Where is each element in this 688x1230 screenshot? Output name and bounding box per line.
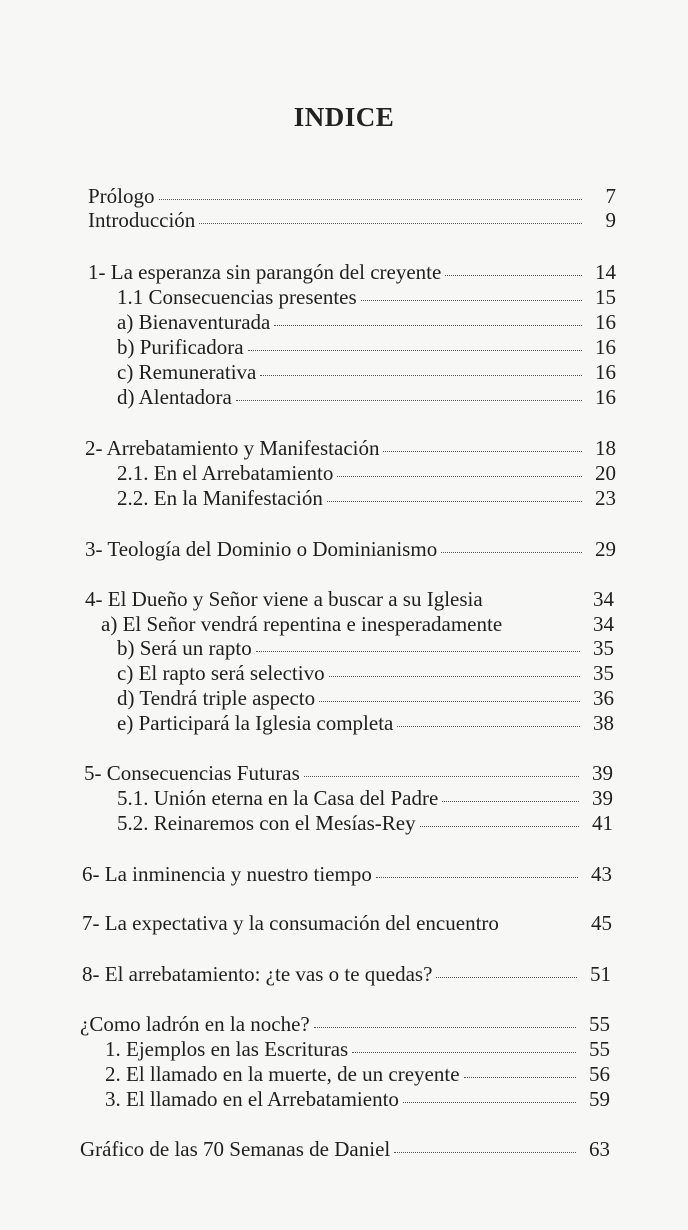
- toc-entry-label: 5.1. Unión eterna en la Casa del Padre: [117, 786, 439, 810]
- toc-entry: [85, 436, 616, 460]
- toc-entry-page-number: 63: [589, 1137, 610, 1161]
- toc-entry-label: b) Será un rapto: [117, 636, 252, 660]
- dot-leader: [376, 877, 578, 878]
- toc-entry-page-number: 45: [591, 911, 612, 935]
- toc-entry: [85, 587, 614, 611]
- toc-entry: [117, 310, 616, 334]
- toc-entry-label: d) Alentadora: [117, 385, 232, 409]
- toc-entry-page-number: 39: [592, 761, 613, 785]
- toc-entry-page-number: 38: [593, 711, 614, 735]
- toc-entry: [105, 1087, 610, 1111]
- toc-entry: [117, 786, 613, 810]
- toc-entry-page-number: 35: [593, 661, 614, 685]
- toc-entry-page-number: 14: [595, 260, 616, 284]
- toc-entry: [105, 1037, 610, 1061]
- toc-entry-label: 3. El llamado en el Arrebatamiento: [105, 1087, 399, 1111]
- toc-entry: [117, 360, 616, 384]
- dot-leader: [236, 400, 582, 401]
- toc-entry-page-number: 41: [592, 811, 613, 835]
- toc-entry-label: b) Purificadora: [117, 335, 244, 359]
- dot-leader: [442, 801, 579, 802]
- toc-entry-page-number: 55: [589, 1012, 610, 1036]
- dot-leader: [159, 199, 582, 200]
- toc-entry-label: ¿Como ladrón en la noche?: [80, 1012, 310, 1036]
- dot-leader: [256, 651, 580, 652]
- toc-entry: [82, 862, 612, 886]
- toc-entry-label: a) Bienaventurada: [117, 310, 271, 334]
- dot-leader: [199, 223, 582, 224]
- dot-leader: [352, 1052, 576, 1053]
- dot-leader: [304, 776, 579, 777]
- toc-entry-page-number: 56: [589, 1062, 610, 1086]
- toc-entry-label: 3- Teología del Dominio o Dominianismo: [85, 537, 438, 561]
- dot-leader: [274, 325, 582, 326]
- toc-entry-label: 2. El llamado en la muerte, de un creyente: [105, 1062, 460, 1086]
- toc-entry-page-number: 16: [595, 385, 616, 409]
- toc-entry-page-number: 16: [595, 310, 616, 334]
- toc-entry: [117, 711, 614, 735]
- dot-leader: [361, 300, 582, 301]
- toc-entry: [101, 612, 614, 636]
- toc-entry-label: 1.1 Consecuencias presentes: [117, 285, 357, 309]
- toc-entry: [117, 285, 616, 309]
- toc-entry-label: d) Tendrá triple aspecto: [117, 686, 316, 710]
- toc-entry-label: Introducción: [88, 208, 196, 232]
- toc-entry-label: c) Remunerativa: [117, 360, 257, 384]
- dot-leader: [337, 476, 582, 477]
- toc-entry-label: 6- La inminencia y nuestro tiempo: [82, 862, 372, 886]
- toc-entry-page-number: 16: [595, 335, 616, 359]
- dot-leader: [420, 826, 579, 827]
- toc-entry-label: Gráfico de las 70 Semanas de Daniel: [80, 1137, 391, 1161]
- toc-entry-page-number: 20: [595, 461, 616, 485]
- dot-leader: [397, 726, 580, 727]
- toc-entry: [80, 1012, 610, 1036]
- dot-leader: [383, 451, 582, 452]
- toc-entry-label: 2- Arrebatamiento y Manifestación: [85, 436, 380, 460]
- toc-entry: [88, 208, 616, 232]
- toc-entry-page-number: 34: [593, 612, 614, 636]
- toc-entry: [80, 1137, 610, 1161]
- toc-entry: [117, 636, 614, 660]
- dot-leader: [464, 1077, 576, 1078]
- toc-entry-label: 8- El arrebatamiento: ¿te vas o te quedas?: [82, 962, 433, 986]
- toc-entry-label: c) El rapto será selectivo: [117, 661, 325, 685]
- toc-entry-label: a) El Señor vendrá repentina e inesperadamente: [101, 612, 503, 636]
- toc-entry: [88, 260, 616, 284]
- dot-leader: [248, 350, 582, 351]
- toc-entry-page-number: 35: [593, 636, 614, 660]
- toc-entry-page-number: 23: [595, 486, 616, 510]
- toc-entry-page-number: 36: [593, 686, 614, 710]
- toc-entry: [85, 537, 616, 561]
- toc-entry-label: 5.2. Reinaremos con el Mesías-Rey: [117, 811, 416, 835]
- toc-entry-label: 7- La expectativa y la consumación del encuentro: [82, 911, 499, 935]
- toc-entry-page-number: 34: [593, 587, 614, 611]
- toc-entry-page-number: 16: [595, 360, 616, 384]
- dot-leader: [445, 275, 582, 276]
- toc-entry: [105, 1062, 610, 1086]
- dot-leader: [394, 1152, 576, 1153]
- toc-entry: [117, 385, 616, 409]
- toc-entry: [117, 686, 614, 710]
- toc-entry-label: Prólogo: [88, 184, 155, 208]
- page-title: INDICE: [293, 102, 395, 132]
- toc-entry: [82, 911, 612, 935]
- toc-entry-page-number: 59: [589, 1087, 610, 1111]
- toc-entry-page-number: 9: [605, 208, 616, 232]
- toc-entry-label: 1. Ejemplos en las Escrituras: [105, 1037, 349, 1061]
- toc-entry-page-number: 39: [592, 786, 613, 810]
- toc-entry-page-number: 55: [589, 1037, 610, 1061]
- toc-entry: [84, 761, 613, 785]
- dot-leader: [314, 1027, 576, 1028]
- toc-entry-page-number: 29: [595, 537, 616, 561]
- toc-entry-page-number: 7: [605, 184, 616, 208]
- toc-entry: [88, 184, 616, 208]
- toc-entry: [117, 811, 613, 835]
- dot-leader: [441, 552, 582, 553]
- toc-entry-page-number: 18: [595, 436, 616, 460]
- dot-leader: [403, 1102, 576, 1103]
- toc-entry-label: 4- El Dueño y Señor viene a buscar a su Iglesia: [85, 587, 483, 611]
- dot-leader: [260, 375, 582, 376]
- toc-entry: [117, 486, 616, 510]
- toc-entry-label: 2.2. En la Manifestación: [117, 486, 323, 510]
- dot-leader: [436, 977, 577, 978]
- toc-entry: [82, 962, 611, 986]
- dot-leader: [319, 701, 580, 702]
- toc-entry-label: 1- La esperanza sin parangón del creyente: [88, 260, 442, 284]
- toc-entry-page-number: 43: [591, 862, 612, 886]
- toc-entry: [117, 661, 614, 685]
- toc-entry: [117, 335, 616, 359]
- toc-entry-page-number: 51: [590, 962, 611, 986]
- toc-entry-label: 2.1. En el Arrebatamiento: [117, 461, 334, 485]
- toc-entry-label: 5- Consecuencias Futuras: [84, 761, 300, 785]
- dot-leader: [329, 676, 580, 677]
- dot-leader: [327, 501, 582, 502]
- toc-entry-label: e) Participará la Iglesia completa: [117, 711, 394, 735]
- toc-entry-page-number: 15: [595, 285, 616, 309]
- toc-entry: [117, 461, 616, 485]
